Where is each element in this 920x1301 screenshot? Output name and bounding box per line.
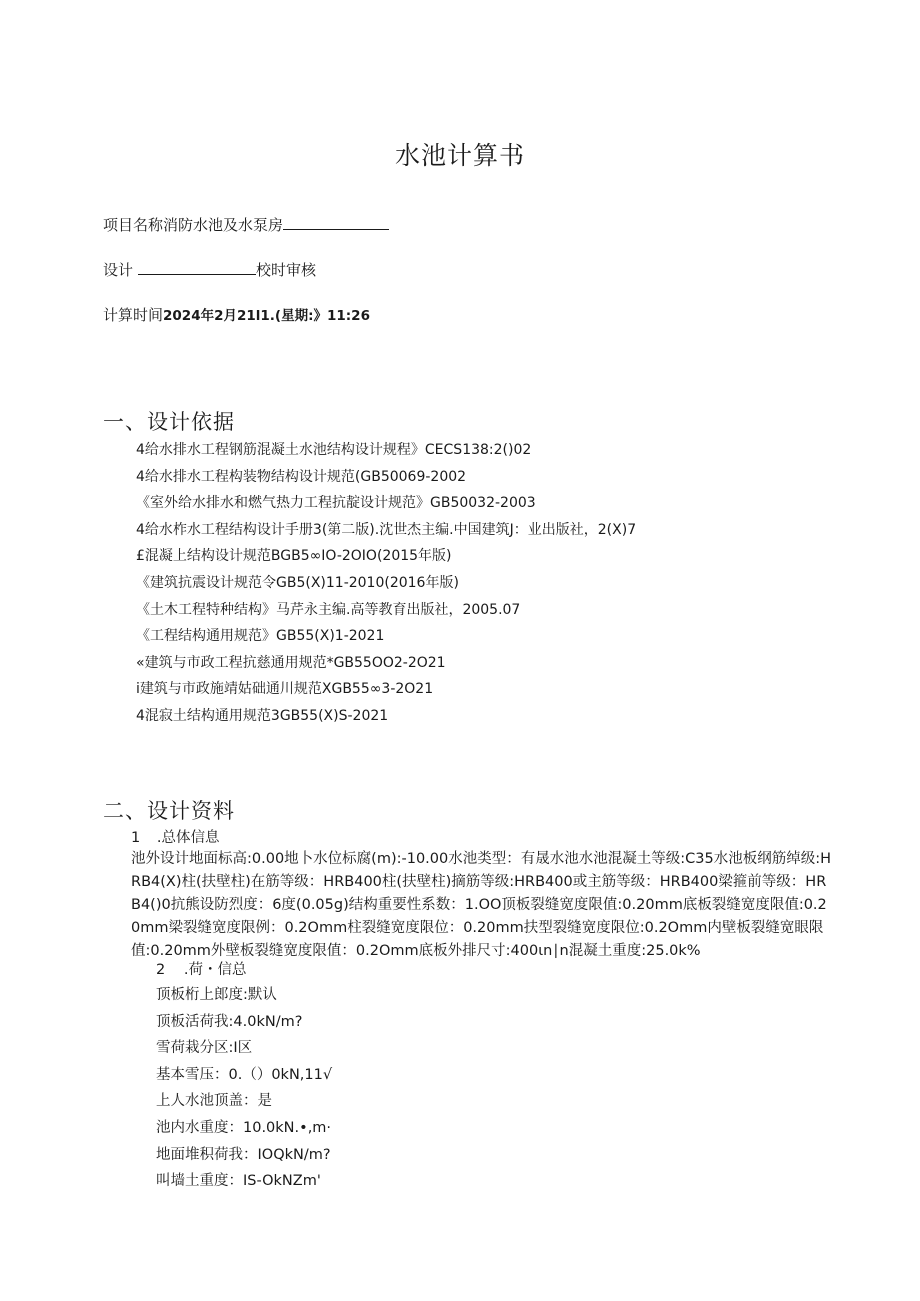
section-heading-basis: 一、设计依据 — [103, 410, 235, 434]
list-item: £混凝上结构设计规范BGB5∞IO-2OIO(2015年版) — [136, 548, 452, 565]
list-item: 4混寂土结构通用规范3GB55(X)S-2021 — [136, 707, 389, 724]
calc-time-value: 2024年2月21l1.(星期:》11:26 — [163, 308, 370, 324]
design-label: 设计 — [103, 261, 134, 279]
page-title: 水池计算书 — [394, 141, 525, 170]
list-item: «建筑与市政工程抗慈通用规范*GB55OO2-2O21 — [136, 654, 446, 671]
subsection-number: 2 — [156, 962, 166, 978]
subsection-title: .荷・信总 — [183, 962, 247, 978]
list-item: 基本雪压：0.（）0kN,11√ — [156, 1066, 333, 1083]
list-item: 4给水排水工程构装物结构设计规范(GB50069-2002 — [136, 468, 467, 485]
project-name-line — [103, 214, 389, 235]
list-item: 4给水柞水工程结构设计手册3(第二版).沈世杰主编.中国建筑J：业出版社，2(X)7 — [136, 521, 637, 538]
project-name-label: 项目名称 — [103, 216, 164, 234]
design-blank — [138, 260, 256, 275]
list-item: i建筑与市政施靖姑础通川规范XGB55∞3-2O21 — [136, 681, 434, 698]
calc-time-label: 计算时间 — [103, 306, 164, 324]
reference-list — [136, 440, 636, 733]
project-name-value: 消防水池及水泵房 — [163, 216, 284, 234]
list-item: 《工程结构通用规范》GB55(X)1-2021 — [136, 628, 385, 645]
list-item: 顶板活荷我:4.0kN/m? — [156, 1013, 303, 1030]
check-label: 校时审核 — [256, 261, 317, 279]
list-item: 叫墙土重度：IS-OkNZm' — [156, 1173, 321, 1190]
list-item: 雪荷栽分区:I区 — [156, 1040, 253, 1057]
calc-time-line — [103, 304, 370, 325]
list-item: 地面堆积荷我：IOQkN/m? — [156, 1146, 331, 1163]
project-name-blank — [283, 215, 389, 230]
list-item: 上人水池顶盖：是 — [156, 1093, 272, 1110]
subsection-heading-loads — [156, 958, 246, 979]
list-item: 《土木工程特种结构》马芹永主编.高等教育出版社，2005.07 — [136, 601, 521, 618]
list-item: 《室外给水排水和燃气热力工程抗靛设计规范》GB50032-2003 — [136, 495, 536, 512]
general-info-paragraph: 池外设计地面标高:0.00地卜水位标腐(m):-10.00水池类型：有晟水池水池混凝土等级:C35水池板纲筋绰级:HRB4(X)柱(扶壁柱)在筋等级：HRB400柱(扶壁柱)摘筋等级:HRB400或主筋等级：HRB400梁箍前等级：HRB4()0抗熊设防烈度：6度(0.05g)结构重要性系数：1.OO顶板裂缝宽度限值:0.20mm底板裂缝宽度限值:0.20mm梁裂缝宽度限例：0.2Omm柱裂缝宽度限位：0.20mm扶型裂缝宽度限位:0.2Omm内壁板裂缝宽眼限值:0.20mm外壁板裂缝宽度限值：0.2Omm底板外排尺寸:400ιn∣n混凝土重度:25.0k% — [131, 851, 831, 959]
list-item: 4给水排水工程钢筋混凝土水池结构设计规程》CECS138:2()02 — [136, 442, 532, 458]
load-info-list — [156, 985, 332, 1198]
subsection-number: 1 — [131, 830, 141, 846]
subsection-heading-general — [131, 826, 219, 847]
list-item: 《建筑抗震设计规范令GB5(X)11-2010(2016年版) — [136, 574, 459, 591]
signature-line — [103, 259, 316, 280]
section-heading-data: 二、设计资料 — [103, 799, 235, 823]
subsection-title: .总体信息 — [156, 830, 220, 846]
list-item: 池内水重度：10.0kN.•,m· — [156, 1119, 332, 1136]
list-item: 顶板桁上郎度:默认 — [156, 987, 277, 1003]
